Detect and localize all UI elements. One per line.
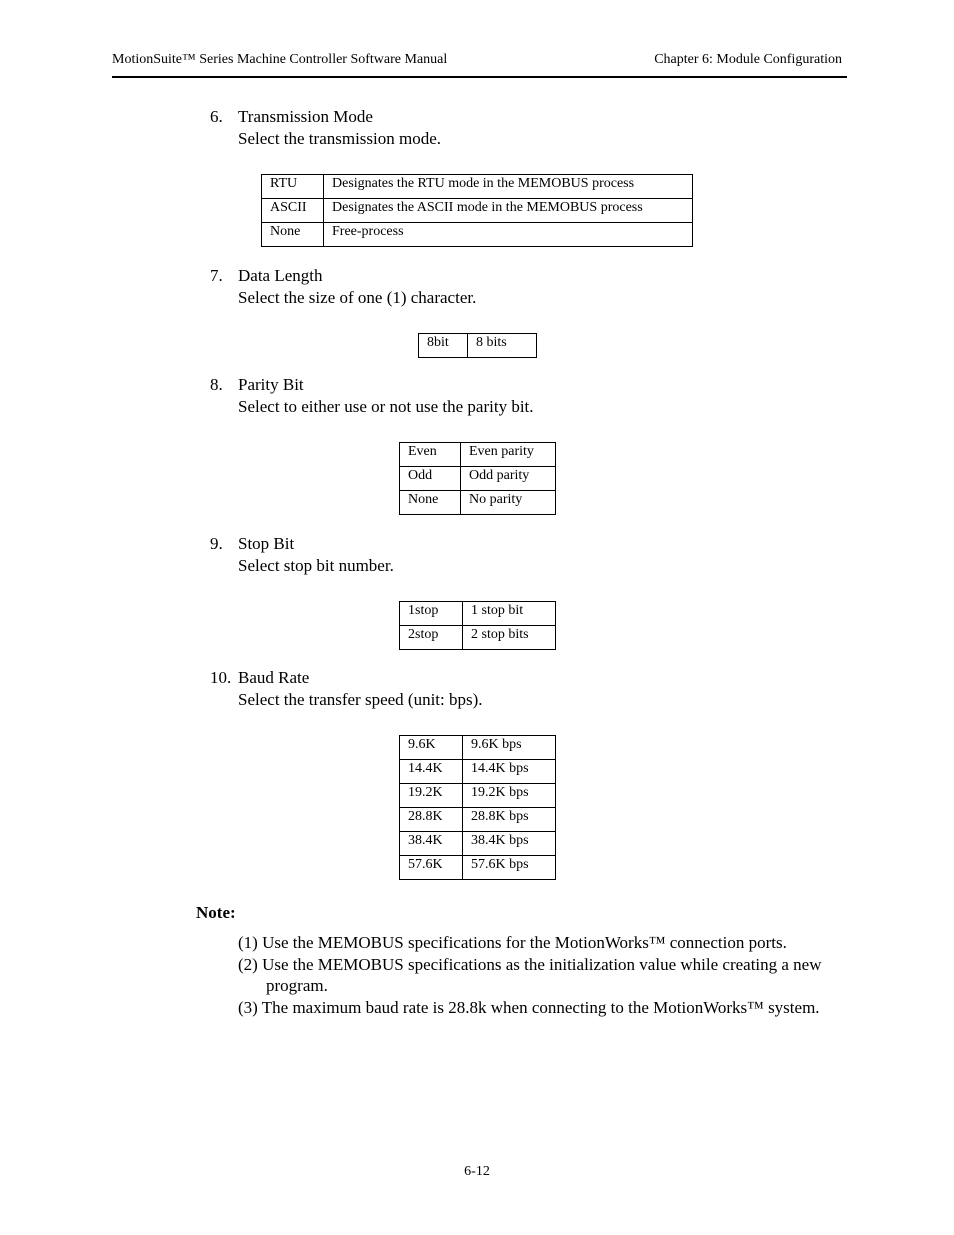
option-description: 19.2K bps: [463, 784, 556, 808]
option-description: 9.6K bps: [463, 736, 556, 760]
option-description: Designates the RTU mode in the MEMOBUS process: [324, 175, 693, 199]
option-code: Odd: [400, 467, 461, 491]
option-code: 2stop: [400, 626, 463, 650]
section-title: Baud Rate: [238, 668, 310, 687]
section-number: 10.: [210, 668, 232, 687]
option-description: 2 stop bits: [463, 626, 556, 650]
table-row: [400, 784, 556, 808]
section-description: Select stop bit number.: [238, 556, 394, 575]
section-number: 6.: [210, 107, 223, 126]
data-length-table: [418, 333, 537, 358]
note-title: Note:: [196, 903, 236, 922]
page-number: 6-12: [464, 1164, 490, 1179]
table-row: [262, 223, 693, 247]
section-title: Parity Bit: [238, 375, 304, 394]
option-code: None: [262, 223, 324, 247]
option-description: 38.4K bps: [463, 832, 556, 856]
section-title: Transmission Mode: [238, 107, 373, 126]
section-parity-bit: [210, 374, 534, 418]
section-number: 7.: [210, 266, 223, 285]
table-row: [400, 760, 556, 784]
note-item: (3) The maximum baud rate is 28.8k when connecting to the MotionWorks™ system.: [238, 997, 820, 1017]
table-row: [400, 856, 556, 880]
option-code: 9.6K: [400, 736, 463, 760]
section-data-length: [210, 265, 476, 309]
option-description: Even parity: [461, 443, 556, 467]
chapter-title: Chapter 6: Module Configuration: [654, 52, 842, 67]
section-title: Stop Bit: [238, 534, 295, 553]
table-row: [400, 443, 556, 467]
note-list: [238, 932, 848, 1018]
section-number: 8.: [210, 375, 223, 394]
option-description: 1 stop bit: [463, 602, 556, 626]
baud-rate-table: [399, 735, 556, 880]
option-code: Even: [400, 443, 461, 467]
stop-bit-table: [399, 601, 556, 650]
table-row: [400, 808, 556, 832]
table-row: [400, 736, 556, 760]
table-row: [400, 602, 556, 626]
section-description: Select the transmission mode.: [238, 129, 442, 148]
option-code: RTU: [262, 175, 324, 199]
table-row: [400, 626, 556, 650]
note-item: (1) Use the MEMOBUS specifications for the MotionWorks™ connection ports.: [238, 933, 787, 952]
section-description: Select the size of one (1) character.: [238, 288, 477, 307]
option-description: 8 bits: [468, 334, 537, 358]
table-row: [419, 334, 537, 358]
option-description: No parity: [461, 491, 556, 515]
section-number: 9.: [210, 534, 223, 553]
option-description: 14.4K bps: [463, 760, 556, 784]
page-header: [112, 52, 847, 78]
option-description: Free-process: [324, 223, 693, 247]
section-title: Data Length: [238, 266, 323, 285]
option-code: 28.8K: [400, 808, 463, 832]
table-row: [400, 467, 556, 491]
option-description: 28.8K bps: [463, 808, 556, 832]
table-row: [262, 175, 693, 199]
manual-title: MotionSuite™ Series Machine Controller Software Manual: [112, 52, 448, 67]
option-code: 8bit: [419, 334, 468, 358]
option-code: 38.4K: [400, 832, 463, 856]
section-transmission-mode: [210, 106, 441, 150]
option-description: Odd parity: [461, 467, 556, 491]
option-code: 14.4K: [400, 760, 463, 784]
table-row: [400, 832, 556, 856]
option-code: 1stop: [400, 602, 463, 626]
table-row: [262, 199, 693, 223]
section-description: Select to either use or not use the parity bit.: [238, 397, 534, 416]
section-baud-rate: [210, 667, 483, 711]
option-code: ASCII: [262, 199, 324, 223]
option-description: 57.6K bps: [463, 856, 556, 880]
option-description: Designates the ASCII mode in the MEMOBUS process: [324, 199, 693, 223]
option-code: None: [400, 491, 461, 515]
option-code: 57.6K: [400, 856, 463, 880]
parity-bit-table: [399, 442, 556, 515]
option-code: 19.2K: [400, 784, 463, 808]
transmission-mode-table: [261, 174, 693, 247]
section-stop-bit: [210, 533, 394, 577]
section-description: Select the transfer speed (unit: bps).: [238, 690, 483, 709]
table-row: [400, 491, 556, 515]
note-item: (2) Use the MEMOBUS specifications as the initialization value while creating a new program.: [238, 954, 822, 995]
